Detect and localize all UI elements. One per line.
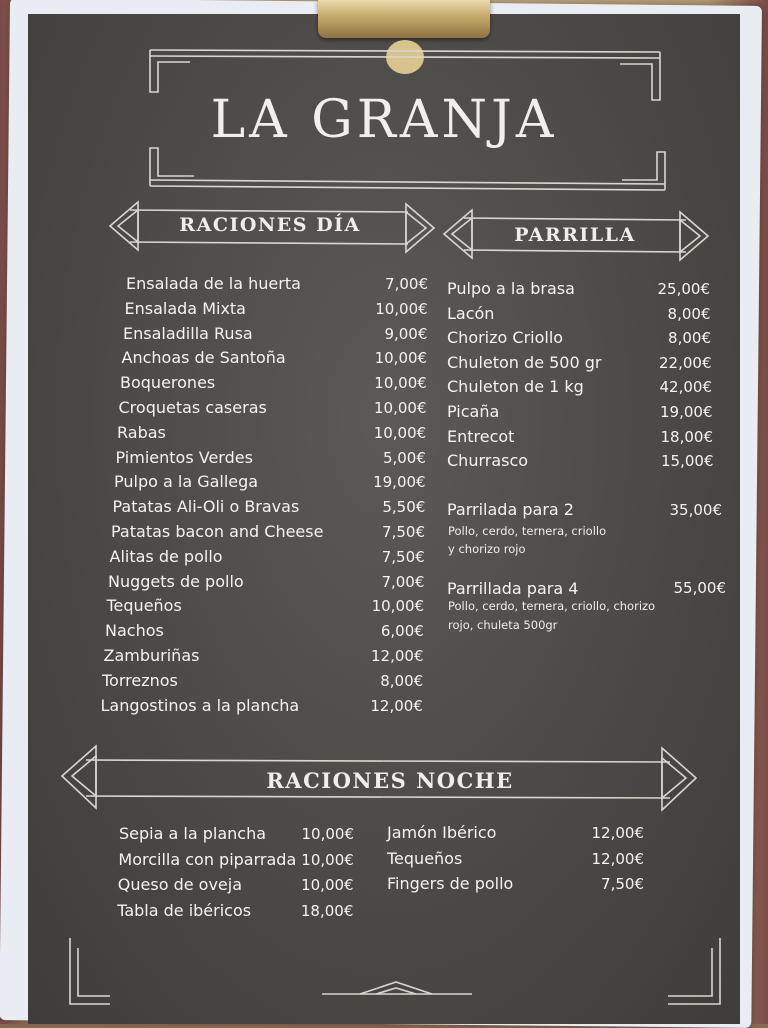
parrillada-2-name: Parrilada para 2 <box>447 500 574 519</box>
parrillada-4-note-line1: Pollo, cerdo, ternera, criollo, chorizo <box>448 599 656 613</box>
parrillada-4-note-line2: rojo, chuleta 500gr <box>448 618 558 632</box>
parrillada-2-note-line2: y chorizo rojo <box>448 542 526 556</box>
menu-item-price: 10,00€ <box>374 374 427 393</box>
menu-item-name: Entrecot <box>447 426 515 446</box>
menu-item-name: Anchoas de Santoña <box>121 348 286 368</box>
menu-item-price: 12,00€ <box>591 824 644 842</box>
parrillada-4-name: Parrillada para 4 <box>447 579 579 598</box>
raciones-dia-heading: RACIONES DÍA <box>179 214 361 236</box>
menu-item-price: 8,00€ <box>380 671 424 690</box>
menu-item-name: Patatas Ali-Oli o Bravas <box>112 497 300 517</box>
menu-item-name: Tequeños <box>387 848 463 868</box>
menu-item-name: Lacón <box>447 303 495 323</box>
parrilla-heading: PARRILLA <box>514 224 636 246</box>
menu-item-name: Pulpo a la brasa <box>447 279 575 298</box>
menu-item-name: Pimientos Verdes <box>115 447 253 467</box>
parrillada-4-price: 55,00€ <box>673 579 726 597</box>
menu-item-price: 18,00€ <box>300 901 354 920</box>
restaurant-title: LA GRANJA <box>210 90 558 150</box>
menu-item-price: 10,00€ <box>371 597 425 616</box>
menu-item-name: Queso de oveja <box>117 875 243 894</box>
menu-item-name: Ensaladilla Rusa <box>123 323 253 343</box>
bottom-ornament <box>0 934 768 1024</box>
menu-item-price: 19,00€ <box>660 403 713 421</box>
menu-item-price: 10,00€ <box>301 876 354 894</box>
menu-item-price: 10,00€ <box>373 423 427 442</box>
menu-item-price: 10,00€ <box>374 349 428 368</box>
menu-item-name: Fingers de pollo <box>387 874 514 893</box>
menu-item-price: 12,00€ <box>591 849 644 868</box>
menu-item-price: 22,00€ <box>659 353 712 372</box>
menu-item-name: Nuggets de pollo <box>108 571 244 591</box>
menu-item-price: 9,00€ <box>384 324 428 343</box>
menu-item-price: 5,00€ <box>382 448 426 467</box>
menu-item-name: Tequeños <box>106 596 182 616</box>
menu-item-name: Jamón Ibérico <box>387 823 497 842</box>
menu-item-name: Nachos <box>105 621 164 641</box>
menu-item-name: Boquerones <box>120 373 216 393</box>
menu-item-name: Ensalada de la huerta <box>126 274 301 293</box>
menu-item-price: 12,00€ <box>371 647 424 665</box>
menu-item-name: Picaña <box>447 402 500 421</box>
menu-item-name: Chorizo Criollo <box>447 328 564 348</box>
menu-item-price: 19,00€ <box>373 473 426 492</box>
menu-item-price: 25,00€ <box>657 280 710 298</box>
menu-item-price: 7,50€ <box>382 523 425 541</box>
menu-item-name: Sepia a la plancha <box>119 824 267 843</box>
menu-item-name: Tabla de ibéricos <box>117 900 252 920</box>
menu-item-price: 7,50€ <box>601 875 644 893</box>
menu-item-price: 18,00€ <box>660 427 713 446</box>
menu-item-price: 12,00€ <box>370 696 423 715</box>
menu-item-name: Torreznos <box>102 670 178 690</box>
menu-item-price: 15,00€ <box>661 452 714 471</box>
parrillada-2-note-line1: Pollo, cerdo, ternera, criollo <box>448 524 607 538</box>
menu-item-name: Alitas de pollo <box>109 546 223 566</box>
menu-item-name: Morcilla con piparrada <box>118 849 297 869</box>
menu-item-price: 10,00€ <box>301 850 354 869</box>
menu-item-name: Chuleton de 500 gr <box>447 352 602 372</box>
menu-item-price: 10,00€ <box>374 399 427 417</box>
menu-item-price: 6,00€ <box>380 622 424 641</box>
menu-item-name: Patatas bacon and Cheese <box>111 522 324 541</box>
menu-item-name: Rabas <box>117 422 166 442</box>
menu-item-name: Ensalada Mixta <box>124 298 246 318</box>
menu-item-price: 42,00€ <box>659 378 712 397</box>
raciones-noche-heading: RACIONES NOCHE <box>266 768 514 793</box>
menu-item-name: Croquetas caseras <box>118 398 267 417</box>
menu-item-name: Zamburiñas <box>103 646 200 665</box>
menu-item-price: 10,00€ <box>375 299 428 318</box>
menu-item-price: 10,00€ <box>301 825 354 843</box>
menu-item-price: 7,00€ <box>381 572 425 591</box>
menu-item-name: Churrasco <box>447 451 529 471</box>
menu-item-price: 8,00€ <box>668 329 711 348</box>
menu-item-price: 5,50€ <box>382 498 426 517</box>
menu-item-price: 7,50€ <box>381 547 425 566</box>
menu-item-name: Pulpo a la Gallega <box>114 472 259 492</box>
menu-item-name: Chuleton de 1 kg <box>447 377 584 397</box>
parrillada-2-price: 35,00€ <box>669 501 722 519</box>
menu-item-price: 8,00€ <box>667 304 711 323</box>
menu-item-name: Langostinos a la plancha <box>100 695 300 715</box>
menu-item-price: 7,00€ <box>385 275 428 293</box>
